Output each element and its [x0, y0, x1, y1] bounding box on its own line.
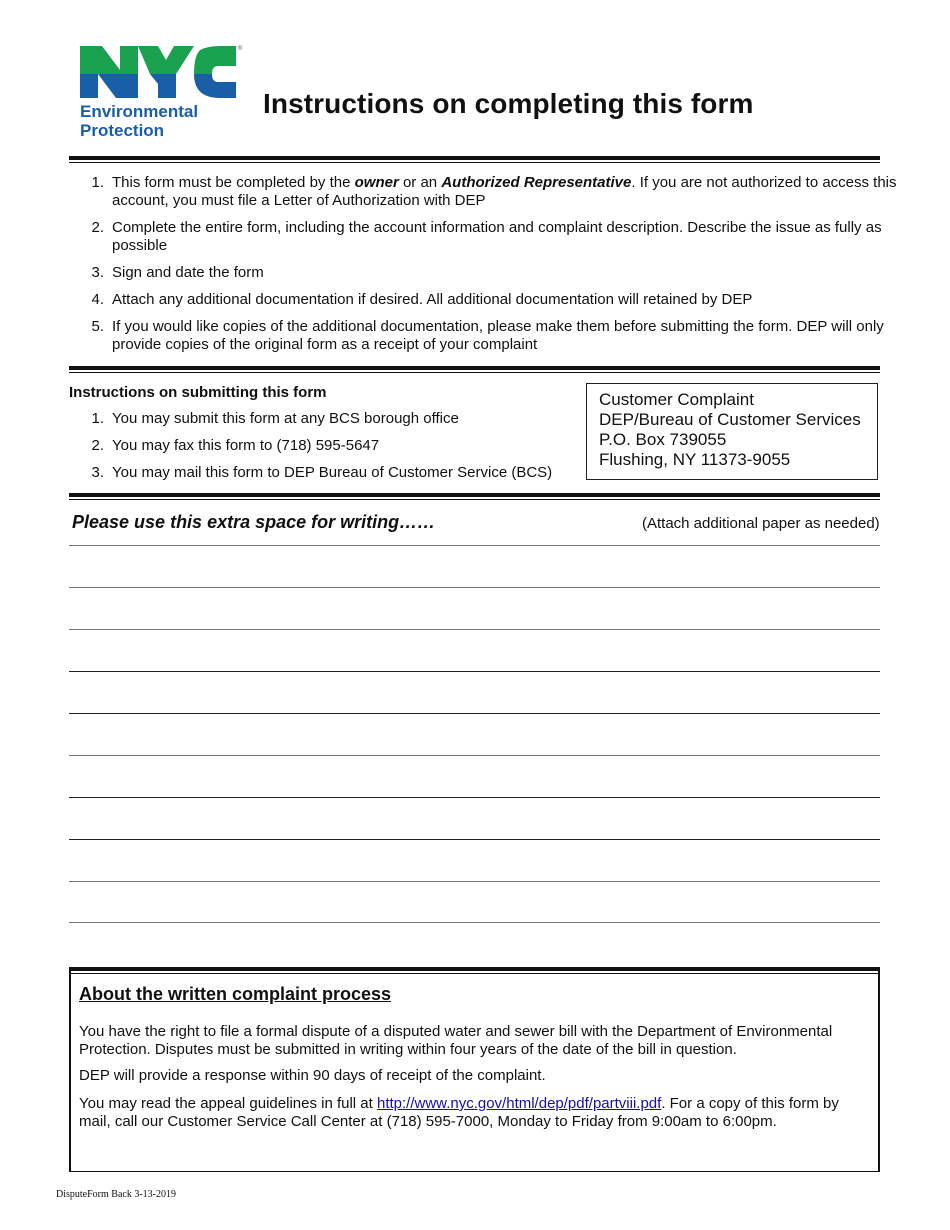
- item-text: or an: [398, 174, 442, 191]
- about-p3-text: . For a copy of this form by mail, call our Customer Service Call Center at (718) 595-7000, Monday to Friday from 9:00am to 6:00pm.: [79, 1095, 839, 1130]
- item-text: Sign and date the form: [112, 264, 264, 281]
- about-paragraph-1: You have the right to file a formal dispute of a disputed water and sewer bill with the Department of Environmental Protection. Disputes must be submitted in writing within four years of the date of the bill in question.: [79, 1023, 833, 1058]
- about-paragraph-3: [79, 1095, 869, 1131]
- section-rule-thin: [69, 499, 880, 500]
- list-item: [91, 174, 897, 210]
- writing-line[interactable]: [69, 881, 880, 882]
- registered-mark: ®: [238, 46, 243, 52]
- item-number: 1.: [91, 410, 104, 427]
- item-number: 3.: [91, 464, 104, 481]
- item-number: 2.: [91, 219, 104, 236]
- item-text: Attach any additional documentation if desired. All additional documentation will retained by DEP: [112, 291, 753, 308]
- submitting-heading: Instructions on submitting this form: [69, 384, 327, 401]
- item-text: You may mail this form to DEP Bureau of Customer Service (BCS): [112, 464, 553, 481]
- item-text: Complete the entire form, including the account information and complaint description. Describe the issue as fully as possible: [112, 219, 882, 254]
- about-p3-text: You may read the appeal guidelines in full at: [79, 1095, 377, 1112]
- section-rule-thick: [69, 493, 880, 497]
- item-text: If you would like copies of the additional documentation, please make them before submitting the form. DEP will only provide copies of the original form as a receipt of your complaint: [112, 318, 884, 353]
- completing-instructions-list: [91, 174, 897, 363]
- about-paragraph-2: DEP will provide a response within 90 days of receipt of the complaint.: [79, 1067, 546, 1084]
- emphasis-authorized-rep: Authorized Representative: [441, 174, 632, 191]
- address-line-3: P.O. Box 739055: [599, 430, 727, 449]
- header-rule-thin: [69, 162, 880, 163]
- item-text: You may fax this form to (718) 595-5647: [112, 437, 380, 454]
- logo-wordmark: [80, 102, 198, 140]
- about-title: About the written complaint process: [79, 984, 392, 1004]
- item-text: You may submit this form at any BCS borough office: [112, 410, 459, 427]
- writing-line[interactable]: [69, 545, 880, 546]
- submitting-instructions-list: [91, 410, 582, 491]
- page-title: Instructions on completing this form: [263, 88, 754, 119]
- nyc-logo: [80, 44, 243, 100]
- writing-line[interactable]: [69, 587, 880, 588]
- list-item: [91, 264, 897, 282]
- form-footer: DisputeForm Back 3-13-2019: [56, 1189, 176, 1200]
- list-item: [91, 291, 897, 309]
- address-line-2: DEP/Bureau of Customer Services: [599, 410, 861, 429]
- item-number: 3.: [91, 264, 104, 281]
- section-rule-thick: [69, 366, 880, 370]
- item-number: 4.: [91, 291, 104, 308]
- item-text: . If you are not authorized to access this account, you must file a Letter of Authorization with DEP: [112, 174, 897, 209]
- appeal-guidelines-link[interactable]: http://www.nyc.gov/html/dep/pdf/partviii.pdf: [377, 1095, 662, 1112]
- writing-line[interactable]: [69, 922, 880, 923]
- mailing-address-box: [586, 383, 878, 480]
- header-rule-thick: [69, 156, 880, 160]
- nyc-logo-graphic: [80, 46, 236, 98]
- list-item: [91, 437, 582, 455]
- about-inner-rule: [69, 973, 880, 974]
- writing-line[interactable]: [69, 713, 880, 714]
- emphasis-owner: owner: [354, 174, 399, 191]
- item-number: 2.: [91, 437, 104, 454]
- item-text: This form must be completed by the: [112, 174, 355, 191]
- writing-line[interactable]: [69, 671, 880, 672]
- list-item: [91, 410, 582, 428]
- logo-line-2: Protection: [80, 121, 165, 140]
- writing-line[interactable]: [69, 629, 880, 630]
- logo-brand-text: NYC: [80, 44, 83, 45]
- writing-line[interactable]: [69, 839, 880, 840]
- list-item: [91, 318, 897, 354]
- address-line-4: Flushing, NY 11373-9055: [599, 450, 791, 469]
- address-line-1: Customer Complaint: [599, 390, 754, 409]
- list-item: [91, 219, 897, 255]
- writing-line[interactable]: [69, 797, 880, 798]
- extra-space-title: Please use this extra space for writing……: [72, 512, 436, 532]
- logo-line-1: Environmental: [80, 102, 199, 121]
- list-item: [91, 464, 582, 482]
- extra-space-note: (Attach additional paper as needed): [642, 515, 880, 532]
- item-number: 5.: [91, 318, 104, 335]
- section-rule-thin: [69, 372, 880, 373]
- item-number: 1.: [91, 174, 104, 191]
- writing-line[interactable]: [69, 755, 880, 756]
